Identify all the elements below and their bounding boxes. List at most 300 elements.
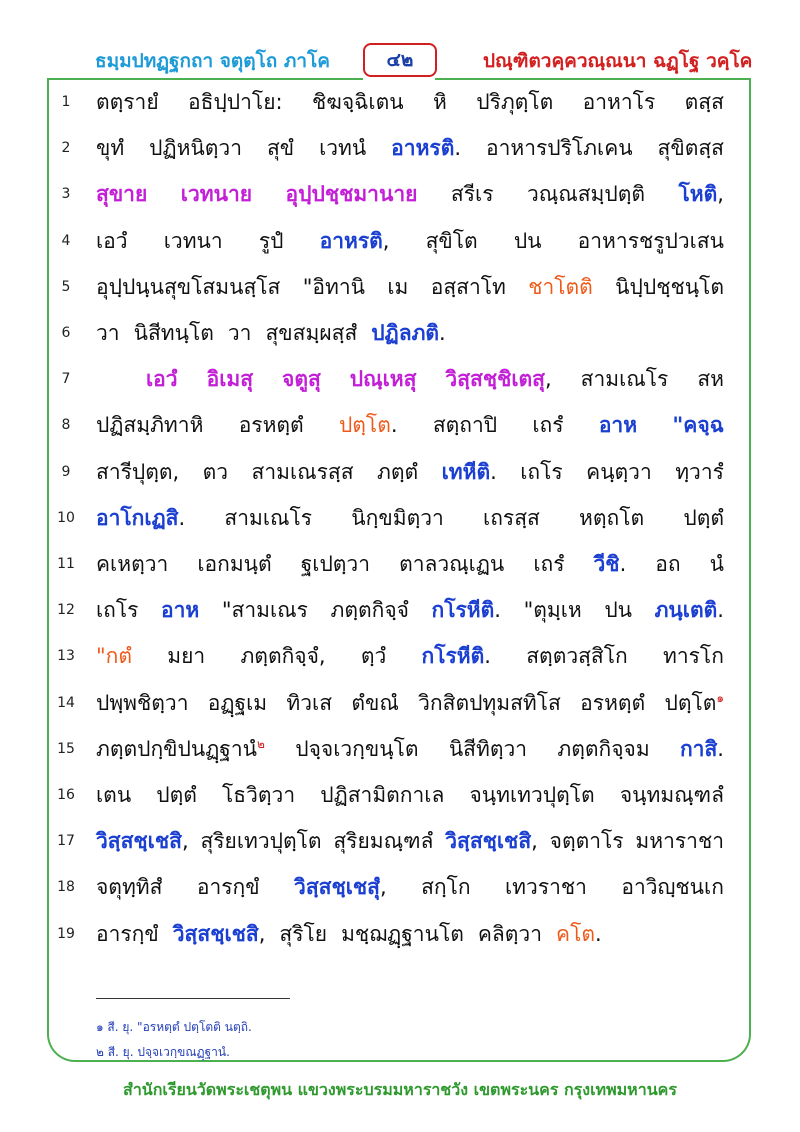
word [303, 271, 365, 304]
word [350, 363, 417, 396]
text-line [0, 452, 800, 496]
line-text [96, 825, 724, 858]
word [483, 502, 540, 535]
text-line [0, 128, 800, 172]
word-text: ปน [604, 598, 632, 623]
line-text [96, 86, 724, 119]
word [164, 225, 223, 258]
word [658, 132, 724, 165]
word-text: ขุทํ [96, 136, 125, 161]
header-chapter-title: ปณฺฑิตวคฺควณฺณนา ฉฏฺโฐ วคฺโค [483, 50, 753, 72]
word-text: เทหีติ [441, 459, 491, 484]
line-number: 16 [57, 787, 75, 803]
word-text: . [594, 921, 602, 946]
word [528, 271, 593, 304]
line-number: 11 [57, 556, 75, 572]
word [181, 178, 252, 211]
word-text: ปจฺจเวกฺขนฺโต [295, 736, 419, 761]
word-text: ปตฺตํ [683, 505, 724, 530]
word-text: "อิทานิ [302, 274, 365, 299]
word [672, 409, 724, 442]
line-text [96, 502, 724, 535]
word [331, 594, 409, 627]
word [167, 640, 205, 673]
line-text [96, 456, 724, 489]
word-text: . [717, 598, 724, 623]
word-text: , [544, 367, 552, 392]
word [680, 733, 724, 766]
word [505, 871, 587, 904]
word-text: เทวราชา [505, 875, 587, 900]
word-text: สห [697, 367, 724, 392]
text-line [0, 590, 800, 634]
word [173, 918, 266, 951]
word-text: อารกฺขํ [196, 875, 260, 900]
word [224, 502, 312, 535]
word [520, 456, 562, 489]
word [252, 456, 354, 489]
word [486, 132, 633, 165]
word [351, 687, 398, 720]
word-text: โธวิตฺวา [222, 783, 296, 807]
word [228, 317, 252, 350]
word [341, 918, 464, 951]
word-text: อาหารชรูปวเสน [577, 228, 724, 253]
word [134, 317, 214, 350]
word [556, 918, 602, 951]
word-text: อรหตฺตํ [238, 413, 304, 438]
word [449, 733, 527, 766]
word [319, 132, 366, 165]
text-line [0, 313, 800, 357]
line-text [96, 225, 724, 258]
word-text: กโรหีติ [431, 598, 495, 623]
word [418, 687, 561, 720]
word [635, 825, 724, 858]
word [239, 409, 304, 442]
word [433, 409, 497, 442]
line-number: 18 [57, 879, 75, 896]
word [432, 594, 501, 627]
word [620, 779, 724, 812]
text-line [0, 498, 800, 542]
word-text: ทิวเส [286, 690, 333, 715]
word [683, 502, 724, 535]
word-text: คโต [556, 921, 595, 946]
word [710, 548, 724, 581]
page-footer: สำนักเรียนวัดพระเชตุพน แขวงพระบรมมหาราชวัง เขตพระนคร กรุงเทพมหานคร [123, 1080, 677, 1099]
word [96, 178, 147, 211]
word-text: คนฺตฺวา [586, 459, 652, 484]
word-text: ภตฺตกิจฺจํ [330, 598, 409, 623]
line-number: 8 [61, 417, 71, 434]
word [301, 548, 370, 581]
word-text: จตุทฺทิสํ [96, 875, 163, 900]
word [445, 363, 551, 396]
word-text: วา [96, 321, 120, 345]
word-text: นิปฺปชฺชนฺโต [615, 274, 724, 299]
word [533, 548, 564, 581]
word-text: จตฺตาโร [549, 829, 624, 854]
word-text: . [619, 552, 627, 576]
word [426, 225, 478, 258]
word-text: , [531, 829, 538, 854]
word-text: วิสฺสชฺเชสิ [96, 829, 182, 854]
line-text [96, 317, 724, 350]
word [96, 918, 159, 951]
word-text: สตฺถาปิ [432, 413, 498, 438]
word [586, 456, 652, 489]
word-text: อาหรติ [319, 228, 383, 253]
line-number: 5 [61, 278, 71, 295]
line-text [96, 178, 724, 211]
word [146, 363, 178, 396]
word-text: ปตฺโต [664, 690, 717, 715]
line-text [96, 271, 724, 304]
word [279, 918, 327, 951]
word-text: อาหารปริโภเคน [485, 136, 633, 161]
page-number-box: ๔๒ [363, 43, 437, 77]
word-text: ปตฺตํ [156, 783, 197, 807]
word [445, 825, 538, 858]
word-text: "คจฺฉ [672, 413, 724, 438]
word-text: สุขาย [96, 182, 148, 207]
line-number: 14 [57, 694, 75, 711]
page-header [0, 40, 800, 80]
text-line [0, 267, 800, 311]
word-text: . [490, 459, 497, 484]
word [604, 594, 632, 627]
footnote-1: ๑ สี. ยุ. "อรหตฺตํ ปตฺโตติ นตฺถิ. [96, 1020, 252, 1034]
word [655, 594, 724, 627]
word-text: สารีปุตฺต, [96, 459, 180, 484]
word-text: , [379, 875, 387, 900]
word [557, 733, 649, 766]
word-text: อิเมสุ [206, 367, 254, 392]
word-text: อาวิญฺชนเก [621, 875, 724, 900]
word-text: อรหตฺตํ [580, 690, 646, 715]
word [320, 779, 444, 812]
word-text: เถรํ [532, 413, 564, 438]
word [96, 502, 185, 535]
word [188, 86, 283, 119]
word-text: อาโกเฏสิ [96, 505, 179, 530]
word-text: . [439, 321, 446, 345]
word-text: กาสิ [679, 736, 718, 761]
word [478, 918, 542, 951]
word [161, 594, 199, 627]
word-text: สุขํ [266, 136, 295, 161]
word-text: ปฏิสมฺภิทาหิ [96, 413, 204, 438]
footnote-marker: ๑ [716, 690, 724, 705]
line-text [96, 733, 724, 766]
line-number: 10 [57, 509, 75, 526]
word-text: สามเณโร [224, 505, 313, 530]
word-text: อถ [655, 552, 681, 576]
word [532, 409, 563, 442]
word-text: วา [227, 321, 252, 345]
word-text: วณฺณสมฺปตฺติ [526, 182, 646, 207]
word-text: เวทนา [163, 228, 223, 253]
word [526, 640, 628, 673]
word-text: อธิปฺปาโย: [188, 90, 283, 114]
word-text: . [178, 505, 186, 530]
line-text [96, 132, 724, 165]
word [197, 871, 260, 904]
line-number: 15 [57, 740, 75, 757]
footnote-2: ๒ สี. ยุ. ปจฺจเวกฺขณฏฺฐานํ. [96, 1045, 230, 1059]
text-line [0, 867, 800, 911]
word-text: ปตฺโต [338, 413, 391, 438]
word-text: . [717, 736, 724, 761]
word [96, 456, 179, 489]
word [580, 687, 645, 720]
word-text: นิสีทิตฺวา [448, 736, 528, 761]
word-text: สุริยมณฺฑลํ [333, 829, 434, 854]
word [200, 825, 321, 858]
text-line [0, 82, 800, 126]
text-line [0, 221, 800, 265]
word [371, 317, 445, 350]
word [96, 86, 159, 119]
word-text: หิ [433, 90, 447, 114]
word [96, 687, 189, 720]
word-text: ปฏิลภติ [371, 321, 440, 345]
line-number: 3 [61, 186, 71, 203]
word-text: วีชิ [593, 552, 620, 576]
word [259, 225, 284, 258]
text-line [0, 405, 800, 449]
line-text [96, 779, 724, 812]
line-number: 17 [57, 833, 75, 850]
word-text: นิสีทนฺโต [133, 321, 214, 345]
word [421, 871, 471, 904]
word [240, 640, 325, 673]
word [599, 409, 637, 442]
word-text: ปฏิสามิตกาเล [320, 783, 445, 807]
line-text [96, 871, 724, 904]
word-text: สตฺตวสฺสิโก [526, 644, 628, 669]
word [581, 363, 669, 396]
word-text: เถโร [520, 459, 563, 484]
word-text: วิสฺสชฺชิเตสุ [445, 367, 545, 392]
word-text: ชิฆจฺฉิเตน [311, 90, 404, 114]
word-text: สุขสมฺผสฺสํ [265, 321, 358, 345]
word [96, 548, 168, 581]
word-text: อาหรติ [391, 136, 455, 161]
word [621, 871, 724, 904]
word-text: เถรสฺส [483, 505, 540, 530]
word-text: สกฺโก [421, 875, 471, 900]
line-text [96, 918, 724, 951]
line-number: 6 [61, 325, 71, 341]
word [579, 502, 644, 535]
word-text: อฏฺฐเม [207, 690, 268, 715]
word [333, 825, 433, 858]
word [149, 132, 242, 165]
word-text: วิกสิตปทุมสทิโส [418, 690, 561, 715]
line-number: 4 [61, 232, 71, 249]
line-text [96, 548, 724, 581]
word [514, 225, 542, 258]
line-number: 2 [61, 140, 71, 157]
text-line [0, 359, 800, 403]
word-text: ภนฺเตติ [654, 598, 718, 623]
word [96, 409, 203, 442]
word [96, 640, 132, 673]
word [222, 779, 295, 812]
word [469, 779, 594, 812]
word-text: . [484, 644, 491, 669]
word [697, 363, 724, 396]
footnote-divider [96, 998, 290, 999]
word-text: ภตฺตปกฺขิปนฏฺฐานํ [96, 736, 258, 761]
word [96, 225, 128, 258]
word [578, 225, 724, 258]
word [96, 271, 280, 304]
word-text: , [382, 228, 390, 253]
word-text: ปณฺเหสุ [349, 367, 417, 392]
word-text: เวทนํ [319, 136, 367, 161]
line-number: 1 [61, 94, 71, 110]
word-text: เวทนาย [180, 182, 253, 207]
text-line [0, 775, 800, 819]
line-text [146, 363, 724, 396]
word-text: , [717, 182, 724, 207]
word-text: มชฺฌฏฺฐานโต [341, 921, 464, 946]
word-text: ภตฺตกิจฺจํ, [240, 644, 326, 669]
word-text: คลิตฺวา [477, 921, 543, 946]
word-text: ทารโก [663, 644, 724, 669]
word [339, 409, 398, 442]
word [222, 594, 308, 627]
word-text: ตํขณํ [351, 690, 399, 715]
footnote-marker: ๒ [257, 736, 265, 751]
word-text: ปริภุตฺโต [476, 90, 554, 114]
word [96, 825, 189, 858]
word-text: ทฺวารํ [675, 459, 724, 484]
word [156, 779, 197, 812]
word [524, 594, 582, 627]
word-text: นิกฺขมิตฺวา [351, 505, 444, 530]
word-text: อุปฺปนฺนสุขโสมนสฺโส [96, 274, 281, 299]
word [377, 456, 418, 489]
word [96, 132, 124, 165]
word [675, 456, 724, 489]
word-text: เถโร [96, 598, 139, 623]
word-text: , [181, 829, 189, 854]
word [451, 178, 494, 211]
word-text: สรีเร [450, 182, 494, 207]
word-text: อาห [161, 598, 200, 623]
word [96, 733, 265, 766]
word [527, 178, 645, 211]
word [422, 640, 491, 673]
word-text: สุขิตสฺส [657, 136, 724, 161]
word-text: เอวํ [146, 367, 178, 392]
word [476, 86, 553, 119]
word [685, 86, 724, 119]
word-text: ปน [513, 228, 542, 253]
line-text [96, 687, 724, 720]
word [663, 640, 724, 673]
word-text: เม [387, 274, 409, 299]
word [267, 132, 294, 165]
text-line [0, 544, 800, 588]
word-text: "ตุมฺเห [523, 598, 582, 623]
word [351, 502, 444, 535]
word-text: ปฏิหนิตฺวา [149, 136, 242, 161]
word-text: ชาโตติ [528, 274, 593, 299]
word [295, 733, 418, 766]
word [615, 271, 724, 304]
word-text: วิสฺสชฺเชสิ [445, 829, 532, 854]
word [320, 225, 390, 258]
word-text: ตฺวํ [360, 644, 387, 669]
word-text: คเหตฺวา [96, 552, 169, 576]
word [583, 86, 656, 119]
word-text: สุริยเทวปุตฺโต [200, 829, 322, 854]
word-text: ภตฺตกิจฺจม [557, 736, 650, 761]
word-text: หตฺถโต [579, 505, 645, 530]
word [679, 178, 724, 211]
line-number: 19 [57, 925, 75, 942]
word-text: สุขิโต [425, 228, 478, 253]
word [203, 456, 228, 489]
word-text: สุริโย [279, 921, 328, 946]
text-line [0, 914, 800, 958]
word [433, 86, 447, 119]
word-text: ฐเปตฺวา [300, 552, 371, 576]
word-text: . [494, 598, 501, 623]
word [664, 687, 724, 720]
text-line [0, 821, 800, 865]
word-text: . [454, 136, 462, 161]
word [594, 548, 627, 581]
word-text: ภตฺตํ [377, 459, 419, 484]
word [391, 132, 461, 165]
word-text: วิสฺสชฺเชสุํ [294, 875, 380, 900]
line-number: 7 [61, 371, 71, 388]
word [431, 271, 506, 304]
word-text: จนฺทเทวปุตฺโต [469, 783, 595, 807]
word [312, 86, 404, 119]
word-text: อาห [598, 413, 638, 438]
word-text: นํ [709, 552, 724, 576]
word [96, 779, 131, 812]
word [442, 456, 497, 489]
word-text: สามเณรสฺส [251, 459, 354, 484]
word-text: จตูสุ [282, 367, 321, 392]
word-text: เอกมนฺตํ [197, 552, 272, 576]
word [550, 825, 624, 858]
line-text [96, 409, 724, 442]
word [361, 640, 386, 673]
word-text: ตาลวณฺเฏน [399, 552, 505, 576]
text-line [0, 729, 800, 773]
word [96, 871, 162, 904]
text-line [0, 636, 800, 680]
word [96, 594, 138, 627]
word [96, 317, 120, 350]
word-text: อุปฺปชฺชมานาย [285, 182, 418, 207]
word-text: วิสฺสชฺเชสิ [172, 921, 259, 946]
word-text: , [258, 921, 266, 946]
word-text: สามเณโร [580, 367, 669, 392]
word [655, 548, 680, 581]
word [399, 548, 504, 581]
word [197, 548, 271, 581]
